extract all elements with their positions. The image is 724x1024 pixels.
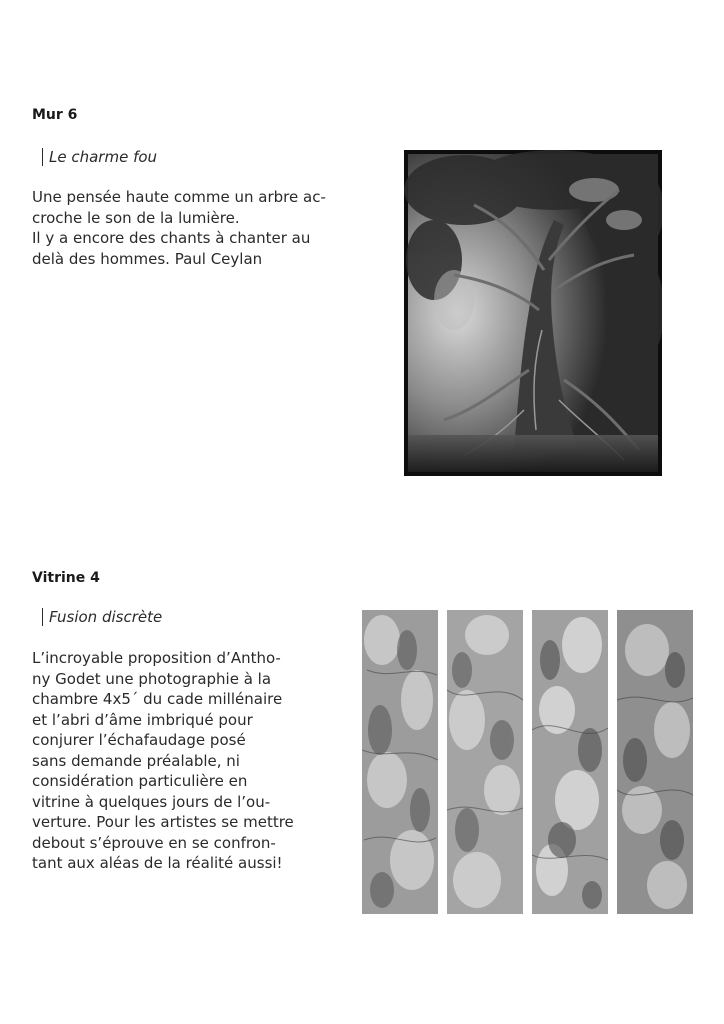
tree-photograph (404, 150, 662, 476)
bark-polyptych (362, 610, 692, 914)
text-line: Il y a encore des chants à chanter au (32, 229, 311, 247)
mur-6-subtitle: Le charme fou (42, 148, 157, 166)
text-line: conjurer l’échafaudage posé (32, 731, 246, 749)
text-line: debout s’éprouve en se confron- (32, 833, 276, 852)
text-line: delà des hommes. Paul Ceylan (32, 249, 263, 268)
text-line: Une pensée haute comme un arbre ac- (32, 188, 326, 206)
text-line: et l’abri d’âme imbriqué pour (32, 710, 253, 729)
tree-photo-image (404, 150, 662, 476)
text-line: chambre 4x5´ du cade millénaire (32, 690, 283, 708)
vitrine-4-subtitle: Fusion discrète (42, 608, 162, 626)
text-line: tant aux aléas de la réalité aussi! (32, 854, 283, 872)
text-line: sans demande préalable, ni (32, 751, 240, 770)
text-line: ny Godet une photographie à la (32, 669, 272, 688)
text-line: verture. Pour les artistes se mettre (32, 813, 294, 831)
text-line: vitrine à quelques jours de l’ou- (32, 792, 271, 811)
mur-6-text (32, 187, 326, 269)
text-line: L’incroyable proposition d’Antho- (32, 649, 281, 667)
vitrine-4-text (32, 648, 294, 874)
bark-panel (447, 610, 523, 914)
bark-panel (532, 610, 608, 914)
bark-panel (617, 610, 693, 914)
mur-6-heading: Mur 6 (32, 107, 78, 123)
bark-panel (362, 610, 438, 914)
text-line: croche le son de la lumière. (32, 208, 240, 227)
text-line: considération particulière en (32, 772, 248, 790)
vitrine-4-heading: Vitrine 4 (32, 570, 100, 586)
